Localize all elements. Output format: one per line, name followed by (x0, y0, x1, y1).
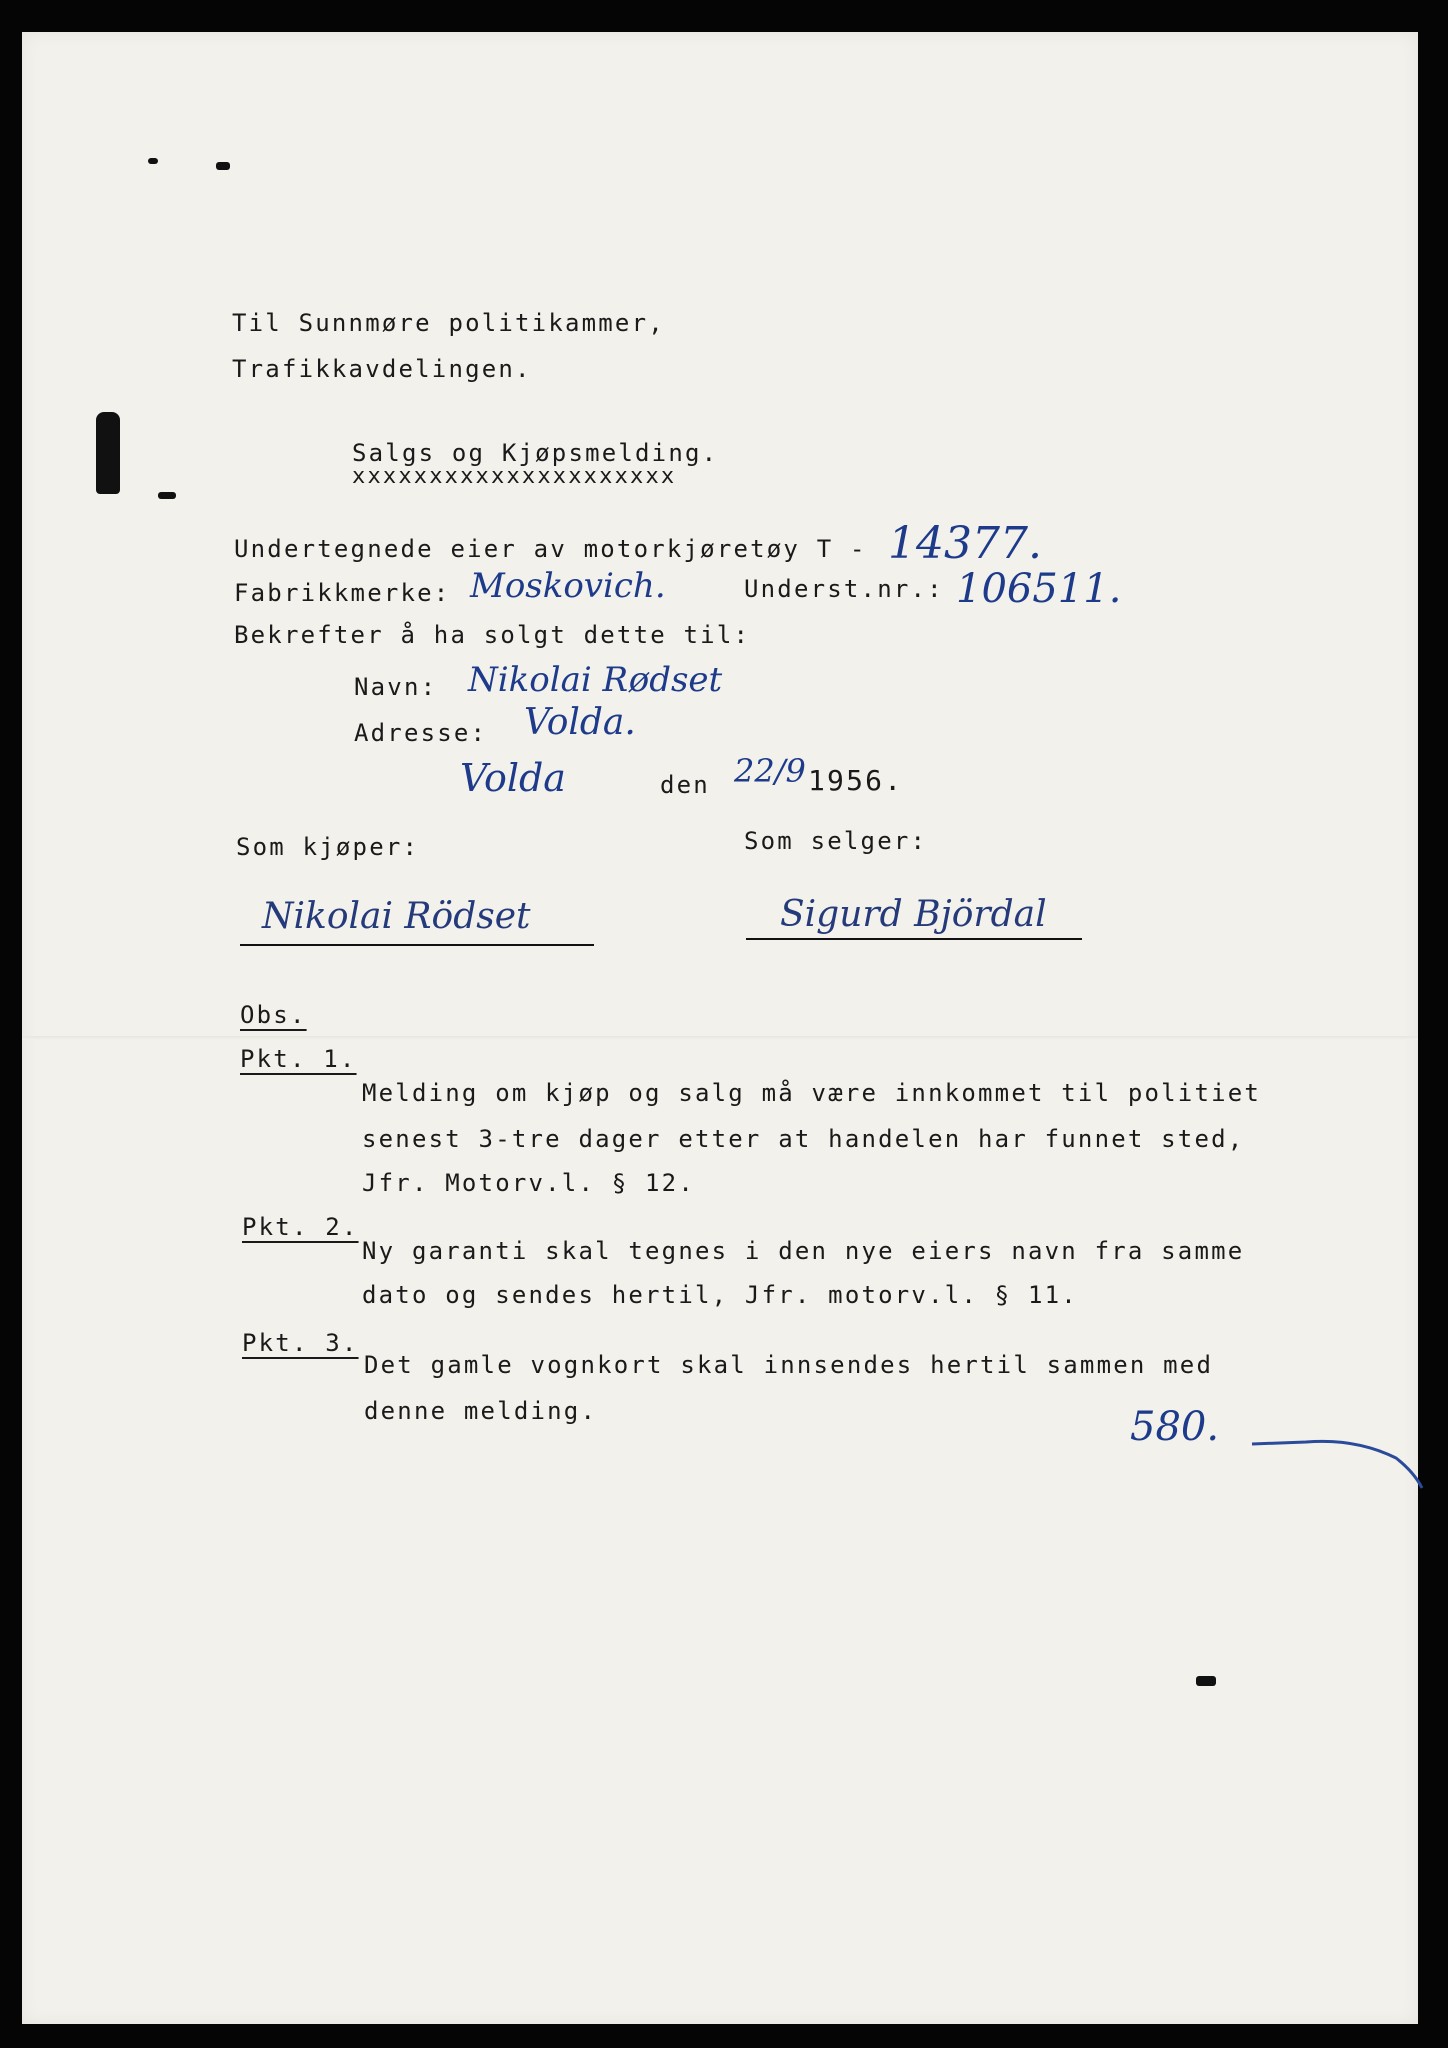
date-den: den (660, 771, 710, 799)
buyer-address-value: Volda. (524, 702, 636, 743)
pkt3-line-2: denne melding. (364, 1397, 598, 1425)
chassis-label: Underst.nr.: (744, 575, 944, 603)
pkt1-line-1: Melding om kjøp og salg må være innkommet til politiet (362, 1079, 1262, 1107)
buyer-signature: Nikolai Rödset (262, 896, 531, 937)
form-title: Salgs og Kjøpsmelding. (352, 439, 719, 467)
pkt3-line-1: Det gamle vognkort skal innsendes hertil sammen med (364, 1351, 1214, 1379)
seller-signature: Sigurd Björdal (780, 894, 1047, 935)
ink-speck (158, 492, 176, 499)
seller-signature-line (746, 938, 1082, 940)
chassis-value: 106511. (956, 566, 1122, 612)
date-day-month: 22/9 (734, 752, 806, 790)
seller-sign-label: Som selger: (744, 827, 928, 855)
pkt1-label: Pkt. 1. (240, 1045, 357, 1073)
annotation-stroke (1246, 1420, 1426, 1500)
pkt3-label: Pkt. 3. (242, 1329, 359, 1357)
make-label: Fabrikkmerke: (234, 579, 451, 607)
pkt2-line-1: Ny garanti skal tegnes i den nye eiers navn fra samme (362, 1237, 1245, 1265)
buyer-name-label: Navn: (354, 673, 438, 701)
paper-fold (22, 1036, 1418, 1040)
pkt2-label: Pkt. 2. (242, 1213, 359, 1241)
obs-heading: Obs. (240, 1001, 307, 1029)
recipient-line-2: Trafikkavdelingen. (232, 355, 532, 383)
ink-speck (148, 158, 158, 164)
recipient-line-1: Til Sunnmøre politikammer, (232, 309, 665, 337)
date-place: Volda (460, 756, 566, 800)
registration-number: 14377. (888, 518, 1042, 569)
amount-annotation: 580. (1130, 1404, 1220, 1450)
buyer-address-label: Adresse: (354, 719, 488, 747)
title-strike-line: xxxxxxxxxxxxxxxxxxxxx (352, 464, 677, 489)
sold-to-label: Bekrefter å ha solgt dette til: (234, 621, 751, 649)
buyer-signature-line (240, 944, 594, 946)
punch-mark (96, 412, 120, 494)
pkt1-line-2: senest 3-tre dager etter at handelen har funnet sted, (362, 1125, 1245, 1153)
ink-speck (216, 162, 230, 170)
make-value: Moskovich. (470, 566, 666, 606)
date-year: 1956. (808, 764, 904, 797)
ink-speck (1196, 1676, 1216, 1686)
pkt2-line-2: dato og sendes hertil, Jfr. motorv.l. § 11. (362, 1281, 1078, 1309)
pkt1-line-3: Jfr. Motorv.l. § 12. (362, 1169, 695, 1197)
owner-label: Undertegnede eier av motorkjøretøy T - (234, 535, 867, 563)
buyer-name-value: Nikolai Rødset (468, 660, 723, 700)
buyer-sign-label: Som kjøper: (236, 833, 420, 861)
